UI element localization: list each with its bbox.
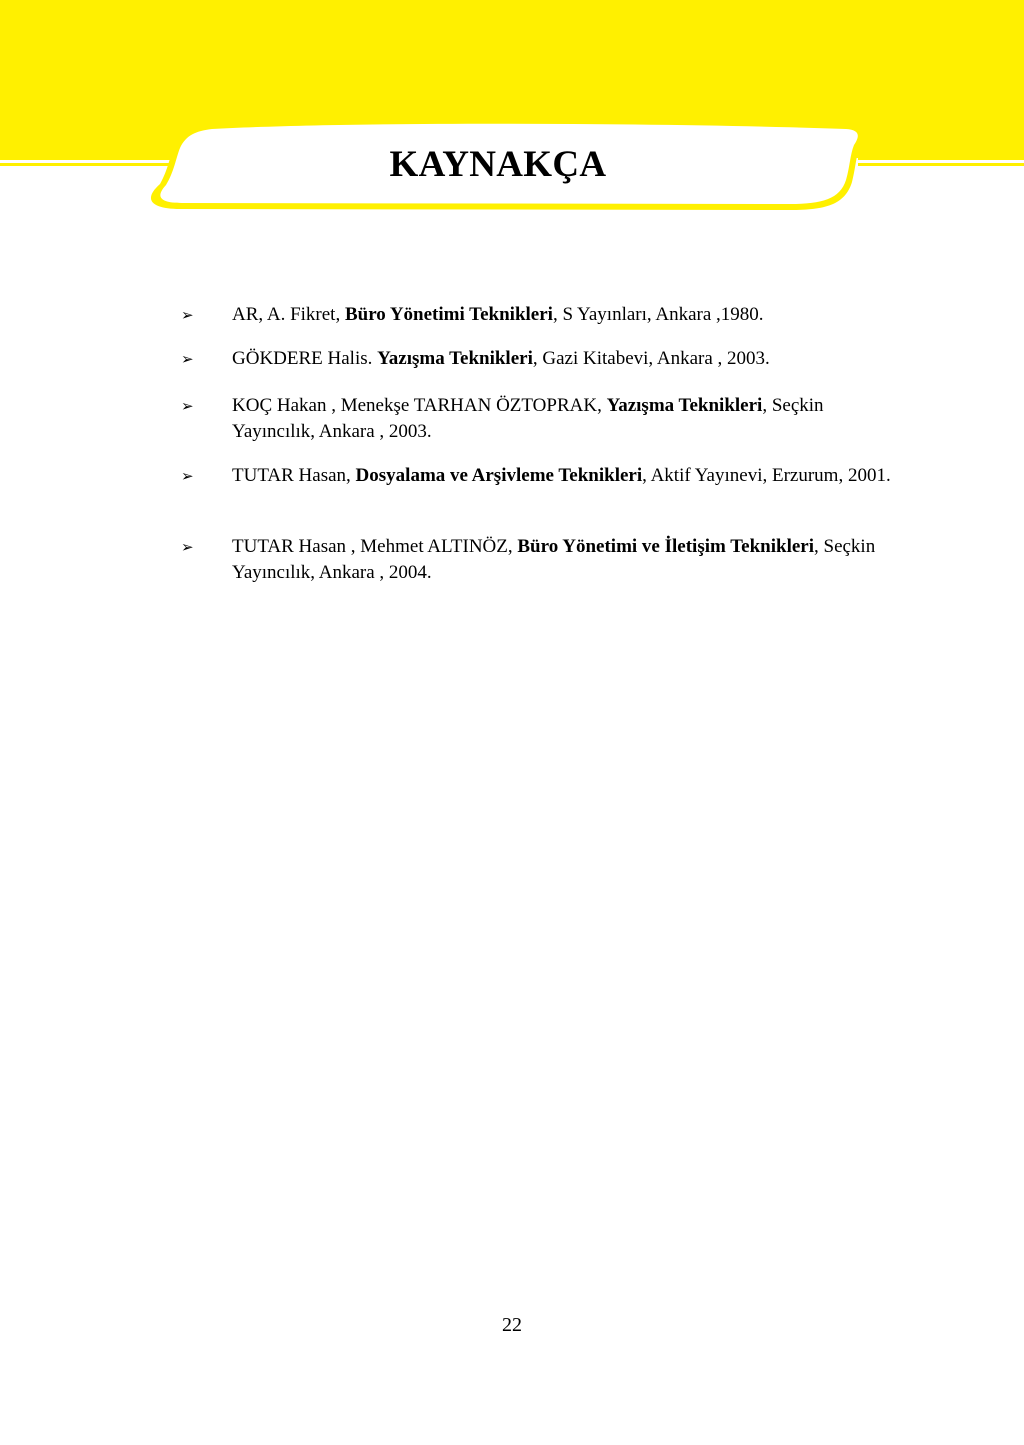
page-number: 22 bbox=[502, 1314, 522, 1336]
reference-title: Büro Yönetimi Teknikleri bbox=[344, 304, 553, 325]
reference-authors: AR, A. Fikret, bbox=[232, 304, 345, 325]
header-banner bbox=[0, 0, 1024, 230]
reference-publisher: , Seçkin Yayıncılık, Ankara , 2004. bbox=[232, 536, 876, 583]
reference-item bbox=[232, 463, 892, 489]
reference-publisher: , Gazi Kitabevi, Ankara , 2003. bbox=[532, 348, 770, 369]
reference-publisher: , Seçkin Yayıncılık, Ankara , 2003. bbox=[232, 395, 824, 442]
page-title: KAYNAKÇA bbox=[389, 144, 607, 185]
arrow-bullet-icon: ➢ bbox=[181, 397, 194, 415]
reference-title: Yazışma Teknikleri bbox=[606, 395, 763, 416]
arrow-bullet-icon: ➢ bbox=[181, 350, 194, 368]
reference-authors: TUTAR Hasan, bbox=[232, 465, 356, 486]
reference-publisher: , S Yayınları, Ankara ,1980. bbox=[552, 304, 764, 325]
reference-authors: KOÇ Hakan , Menekşe TARHAN ÖZTOPRAK, bbox=[232, 395, 607, 416]
reference-title: Dosyalama ve Arşivleme Teknikleri bbox=[355, 465, 643, 486]
reference-title: Büro Yönetimi ve İletişim Teknikleri bbox=[517, 536, 814, 557]
header-banner-graphic bbox=[0, 0, 1024, 230]
arrow-bullet-icon: ➢ bbox=[181, 538, 194, 556]
reference-item bbox=[232, 346, 892, 372]
reference-item bbox=[232, 302, 892, 328]
reference-authors: GÖKDERE Halis. bbox=[232, 348, 378, 369]
reference-publisher: , Aktif Yayınevi, Erzurum, 2001. bbox=[642, 465, 891, 486]
reference-authors: TUTAR Hasan , Mehmet ALTINÖZ, bbox=[232, 536, 518, 557]
arrow-bullet-icon: ➢ bbox=[181, 467, 194, 485]
reference-title: Yazışma Teknikleri bbox=[377, 348, 533, 369]
arrow-bullet-icon: ➢ bbox=[181, 306, 194, 324]
reference-item bbox=[232, 393, 892, 445]
reference-item bbox=[232, 534, 892, 586]
